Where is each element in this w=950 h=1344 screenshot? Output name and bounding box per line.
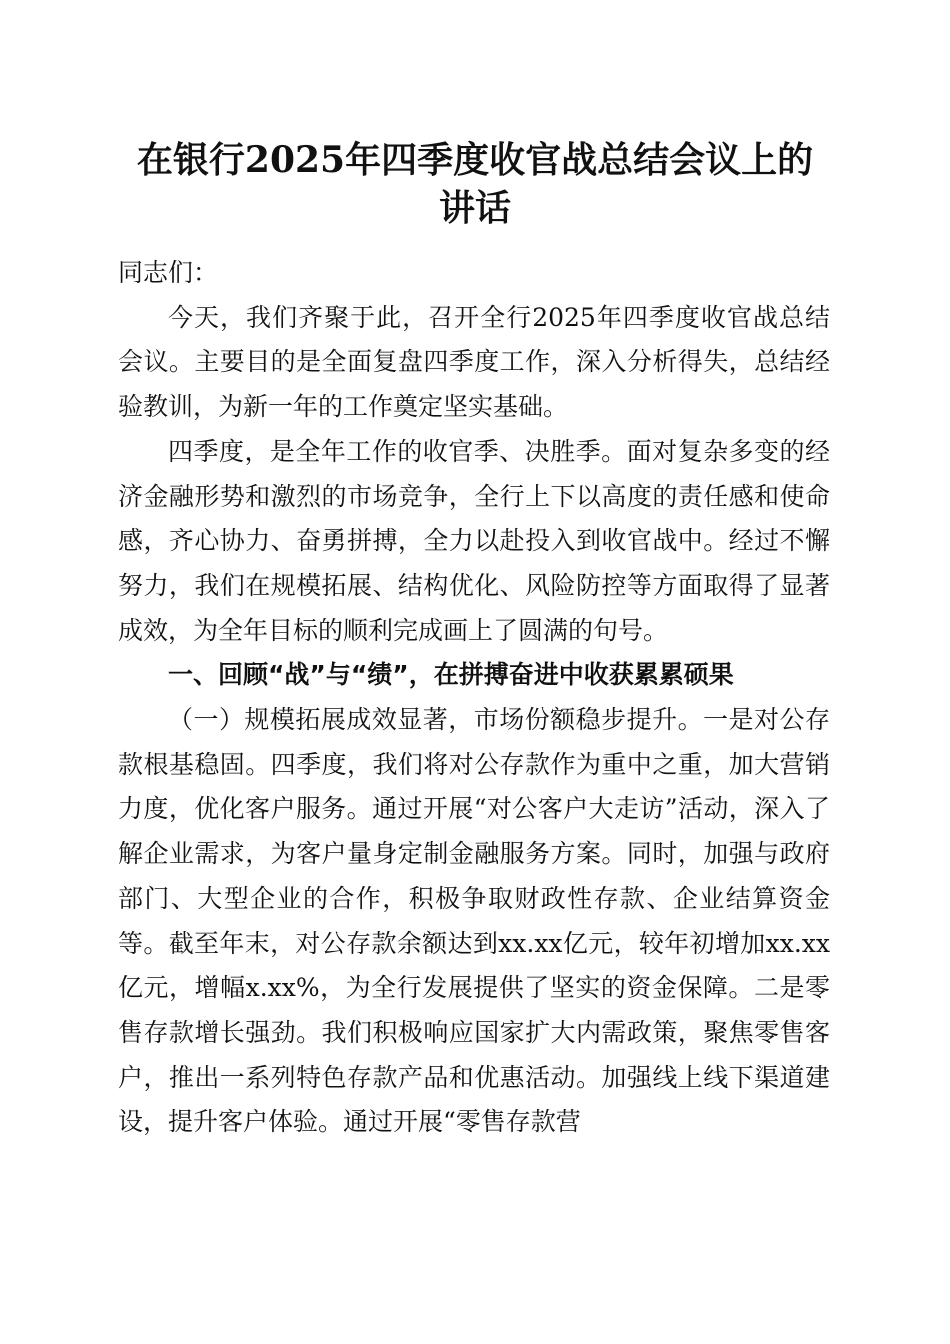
subsection-heading: （一）规模拓展成效显著，市场份额稳步提升。 xyxy=(168,705,704,735)
subsection-paragraph xyxy=(118,698,830,1145)
paragraph-opening: 今天，我们齐聚于此，召开全行2025年四季度收官战总结会议。主要目的是全面复盘四季度工作，深入分析得失，总结经验教训，为新一年的工作奠定坚实基础。 xyxy=(118,302,830,422)
section-heading: 一、回顾“战”与“绩”，在拼搏奋进中收获累累硕果 xyxy=(168,660,734,690)
subsection-body: 一是对公存款根基稳固。四季度，我们将对公存款作为重中之重，加大营销力度，优化客户服务。通过开展“对公客户大走访”活动，深入了解企业需求，为客户量身定制金融服务方案。同时，加强与政府部门、大型企业的合作，积极争取财政性存款、企业结算资金等。截至年末，对公存款余额达到xx.xx亿元，较年初增加xx.xx亿元，增幅x.xx%，为全行发展提供了坚实的资金保障。二是零售存款增长强劲。我们积极响应国家扩大内需政策，聚焦零售客户，推出一系列特色存款产品和优惠活动。加强线上线下渠道建设，提升客户体验。通过开展“零售存款营 xyxy=(118,705,830,1137)
paragraph-fourth-quarter: 四季度，是全年工作的收官季、决胜季。面对复杂多变的经济金融形势和激烈的市场竞争，全行上下以高度的责任感和使命感，齐心协力、奋勇拼搏，全力以赴投入到收官战中。经过不懈努力，我们在规模拓展、结构优化、风险防控等方面取得了显著成效，为全年目标的顺利完成画上了圆满的句号。 xyxy=(118,436,830,645)
document-title: 在银行2025年四季度收官战总结会议上的讲话 xyxy=(136,139,814,229)
document-body xyxy=(118,251,830,1145)
salutation: 同志们： xyxy=(118,258,219,287)
